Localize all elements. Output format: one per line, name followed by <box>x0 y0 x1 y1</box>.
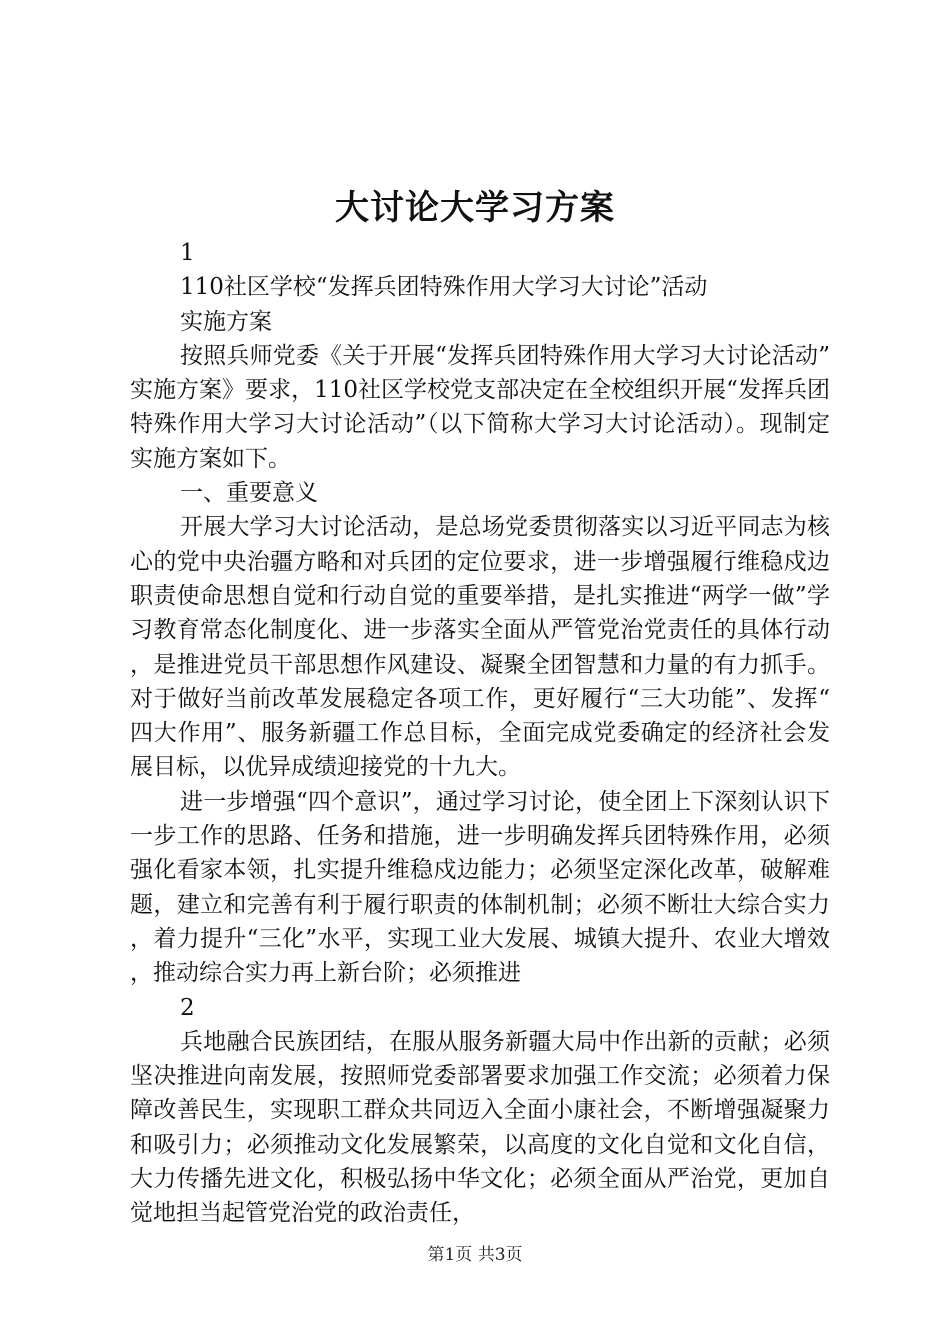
page-marker-2: 2 <box>180 994 195 1021</box>
plan-heading: 实施方案 <box>180 308 272 335</box>
significance-paragraph: 开展大学习大讨论活动，是总场党委贯彻落实以习近平同志为核心的党中央治疆方略和对兵团的定位要求，进一步增强履行维稳戍边职责使命思想自觉和行动自觉的重要举措，是扎实推进“两学一做”学习教育常态化制度化、进一步落实全面从严管党治党责任的具体行动，是推进党员干部思想作风建设、凝聚全团智慧和力量的有力抓手。对于做好当前改革发展稳定各项工作，更好履行“三大功能”、发挥“四大作用”、服务新疆工作总目标，全面完成党委确定的经济社会发展目标，以优异成绩迎接党的十九大。 <box>130 514 830 781</box>
intro-paragraph: 按照兵师党委《关于开展“发挥兵团特殊作用大学习大讨论活动”实施方案》要求，110社区学校党支部决定在全校组织开展“发挥兵团特殊作用大学习大讨论活动”（以下简称大学习大讨论活动）。现制定实施方案如下。 <box>130 342 830 472</box>
activity-heading: 110社区学校“发挥兵团特殊作用大学习大讨论”活动 <box>180 274 708 301</box>
awareness-paragraph: 进一步增强“四个意识”，通过学习讨论，使全团上下深刻认识下一步工作的思路、任务和措施，进一步明确发挥兵团特殊作用，必须强化看家本领，扎实提升维稳戍边能力；必须坚定深化改革，破解难题，建立和完善有利于履行职责的体制机制；必须不断壮大综合实力，着力提升“三化”水平，实现工业大发展、城镇大提升、农业大增效，推动综合实力再上新台阶；必须推进 <box>130 788 830 987</box>
section-heading-significance: 一、重要意义 <box>180 480 318 507</box>
document-body <box>130 236 830 1231</box>
page-marker-1: 1 <box>180 240 195 266</box>
page-footer: 第1页 共3页 <box>427 1245 523 1265</box>
integration-paragraph: 兵地融合民族团结，在服从服务新疆大局中作出新的贡献；必须坚决推进向南发展，按照师党委部署要求加强工作交流；必须着力保障改善民生，实现职工群众共同迈入全面小康社会，不断增强凝聚力和吸引力；必须推动文化发展繁荣，以高度的文化自觉和文化自信，大力传播先进文化，积极弘扬中华文化；必须全面从严治党，更加自觉地担当起管党治党的政治责任， <box>130 1028 830 1227</box>
document-title: 大讨论大学习方案 <box>335 188 615 228</box>
